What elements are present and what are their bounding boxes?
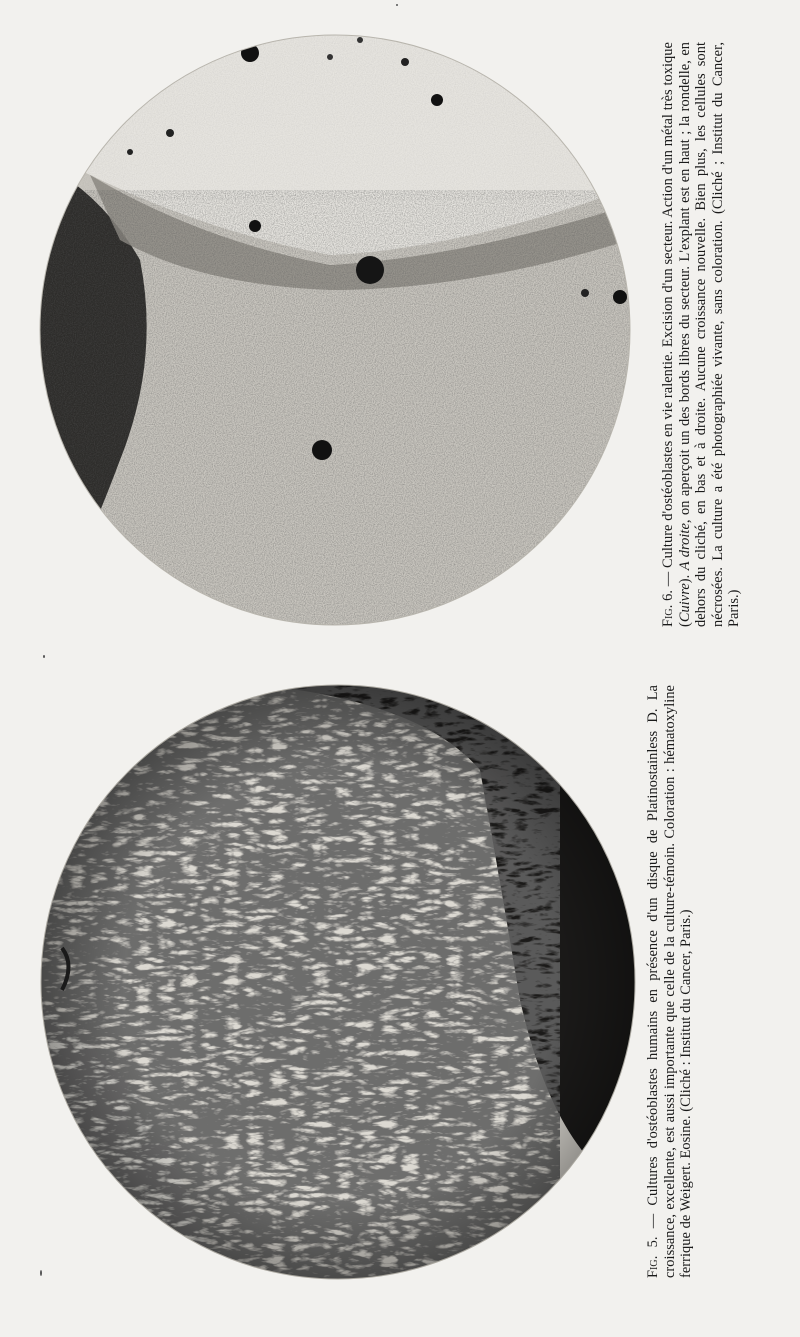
figure5-label: Fig. 5. xyxy=(645,1236,661,1278)
figure5-caption-text: Cultures d'ostéoblastes humains en présence d'un disque de Platinostainless D. La croissance, excellente, est aussi importante que celle de la culture-témoin. Coloration : hématoxyline ferrique de Weigert. Eosine. (Cliché : Institut du Cancer, Paris.) xyxy=(645,685,695,1278)
figure6-label: Fig. 6. xyxy=(660,590,676,627)
figure6-caption-part-b: ). xyxy=(676,570,693,584)
figure5-caption xyxy=(645,685,695,1278)
figure6-dash: — xyxy=(660,568,676,590)
figure6-micrograph xyxy=(35,30,640,630)
figure6-caption xyxy=(660,42,743,627)
print-speck xyxy=(40,1270,42,1276)
figure6-metal-name: Cuivre xyxy=(676,583,693,623)
figure6-right-label: A droite xyxy=(676,523,693,571)
figure5-dash: — xyxy=(645,1205,661,1237)
figure6-caption-part-c: , on aperçoit un des bords libres du secteur. L'explant est en haut ; la rondelle, en dehors du cliché, en bas et à droite. Aucune croissance nouvelle. Bien plus, les cellules sont nécrosées. La culture a été photographiée vivante, sans coloration. (Cliché ; Institut du Cancer, Paris.) xyxy=(676,41,743,627)
print-speck xyxy=(43,655,45,658)
print-speck xyxy=(396,4,398,6)
figure6-caption-part-a: Culture d'ostéoblastes en vie ralentie. Excision d'un secteur. Action d'un métal très toxique ( xyxy=(660,42,693,627)
